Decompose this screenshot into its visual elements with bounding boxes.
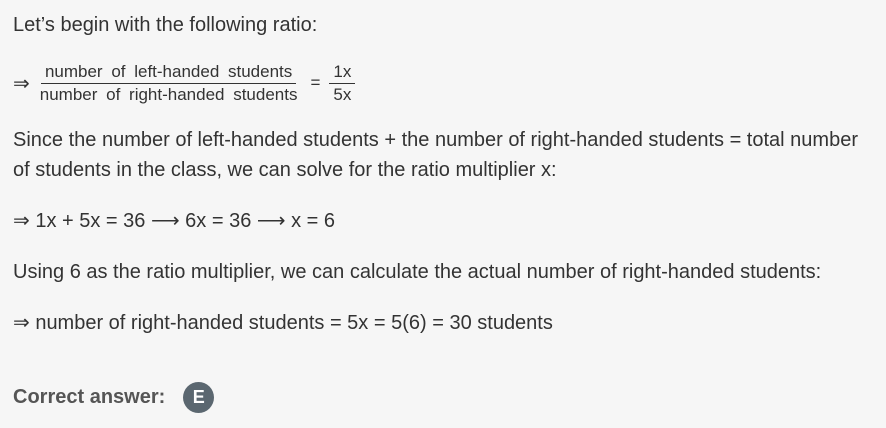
equals-sign: = [310, 73, 321, 92]
ratio-expression [13, 60, 361, 106]
implies-arrow: ⇒ [13, 72, 30, 95]
ratio-fraction-right [329, 62, 355, 105]
ratio-denominator: number of right-handed students [39, 84, 298, 104]
explanation-text: Since the number of left-handed students + the number of right-handed students = total number of students in the class, we can solve for the ratio multiplier x: [13, 129, 858, 181]
result-text: ⇒ number of right-handed students = 5x = 5(6) = 30 students [13, 312, 553, 334]
rhs-numerator: 1x [329, 62, 355, 84]
correct-answer-label: Correct answer: [13, 385, 166, 408]
answer-choice-badge: E [183, 382, 214, 413]
ratio-fraction-left [36, 62, 302, 105]
rhs-denominator: 5x [333, 84, 352, 104]
calc-intro-text: Using 6 as the ratio multiplier, we can calculate the actual number of right-handed students: [13, 261, 822, 283]
ratio-numerator: number of left-handed students [41, 62, 296, 84]
intro-text: Let’s begin with the following ratio: [13, 14, 318, 36]
equation-text: ⇒ 1x + 5x = 36 ⟶ 6x = 36 ⟶ x = 6 [13, 210, 336, 232]
correct-answer [13, 380, 214, 414]
